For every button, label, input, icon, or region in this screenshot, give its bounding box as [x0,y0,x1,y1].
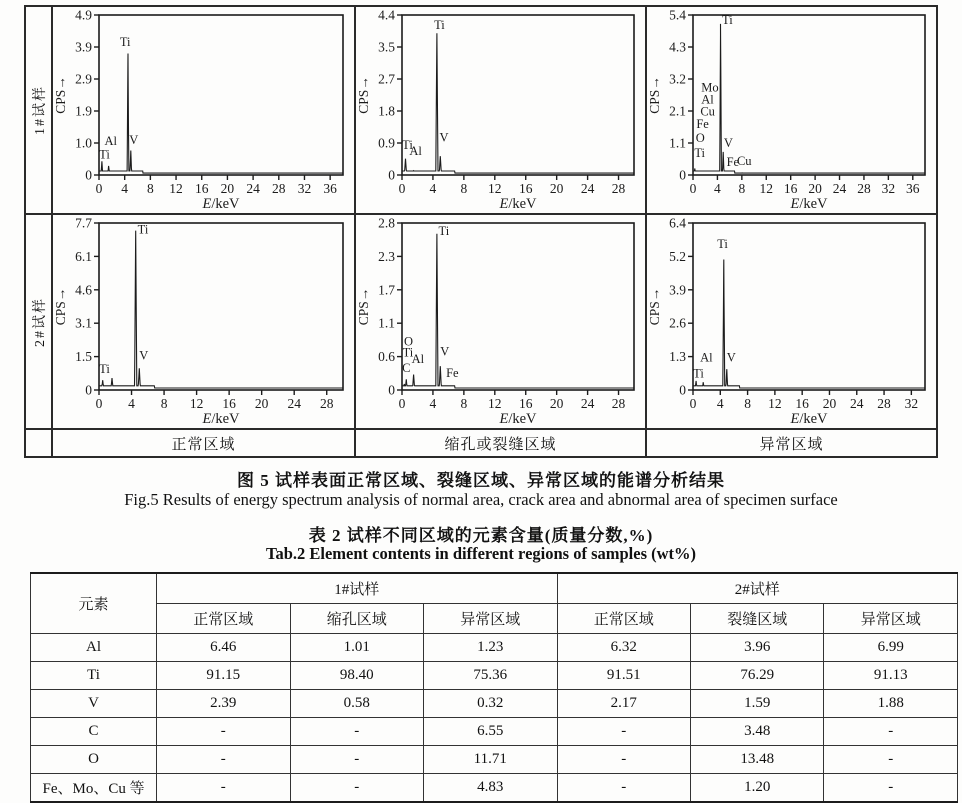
region-header: 裂缝区域 [691,604,824,634]
value-cell: 3.96 [691,634,824,662]
table-title-zh: 表 2 试样不同区域的元素含量(质量分数,%) [308,526,654,545]
svg-text:8: 8 [160,396,168,411]
svg-text:3.1: 3.1 [75,315,92,331]
value-cell: - [824,774,958,803]
value-cell: 6.55 [424,718,557,746]
svg-text:1.1: 1.1 [378,315,395,331]
svg-text:16: 16 [518,396,533,411]
eds-chart-sample1-crack [356,7,647,215]
svg-text:3.2: 3.2 [669,71,686,87]
svg-text:3.5: 3.5 [378,39,395,55]
svg-text:Ti: Ti [119,35,131,50]
svg-text:24: 24 [246,181,260,196]
svg-text:24: 24 [850,396,864,411]
svg-text:Ti: Ti [402,345,414,360]
eds-chart-sample2-crack [356,215,647,430]
group-header-sample2: 2#试样 [557,573,957,604]
svg-text:2.6: 2.6 [669,315,686,331]
svg-text:V: V [723,135,733,150]
element-cell: Ti [31,662,157,690]
value-cell: - [157,774,290,803]
table-row [31,662,958,690]
region-header: 正常区域 [157,604,290,634]
svg-text:CPS→: CPS→ [53,76,68,114]
svg-text:Ti: Ti [137,222,149,237]
svg-text:4.9: 4.9 [75,7,92,23]
svg-text:2.7: 2.7 [378,71,395,87]
svg-text:V: V [129,132,139,147]
figure-caption-zh: 图 5 试样表面正常区域、裂缝区域、异常区域的能谱分析结果 [237,471,725,490]
svg-text:Ti: Ti [402,137,413,152]
region-header: 正常区域 [557,604,690,634]
svg-text:Mo: Mo [701,80,719,95]
svg-text:4.4: 4.4 [378,7,395,23]
region-footer-corner [26,430,53,456]
svg-text:12: 12 [759,181,774,196]
svg-text:20: 20 [220,181,235,196]
row-label-text: 2#试样 [32,296,48,347]
value-cell: - [290,774,423,803]
svg-text:6.4: 6.4 [669,215,686,231]
svg-text:1.9: 1.9 [75,103,92,119]
svg-text:6.1: 6.1 [75,248,92,264]
figure-5-panel [24,5,938,458]
element-table-body [31,634,958,803]
svg-text:E/keV: E/keV [499,196,537,212]
svg-text:24: 24 [287,396,301,411]
svg-text:Ti: Ti [434,17,445,32]
value-cell: 91.15 [157,662,290,690]
svg-text:4.3: 4.3 [669,39,686,55]
svg-text:3.9: 3.9 [669,282,686,298]
svg-text:Al: Al [700,350,713,365]
table-title-en: Tab.2 Element contents in different regions of samples (wt%) [265,544,697,563]
svg-text:0: 0 [95,181,103,196]
svg-text:12: 12 [768,396,782,411]
value-cell: - [557,774,690,803]
svg-text:CPS→: CPS→ [647,287,662,326]
svg-text:V: V [440,344,450,359]
figure-grid [26,7,936,456]
value-cell: 75.36 [424,662,557,690]
region-header: 缩孔区域 [290,604,423,634]
element-cell: Al [31,634,157,662]
value-cell: 1.59 [691,690,824,718]
svg-text:Al: Al [104,133,117,148]
svg-text:V: V [726,350,736,365]
svg-text:28: 28 [272,181,286,196]
region-footer-abnormal: 异常区域 [759,436,824,453]
svg-text:4: 4 [716,396,724,411]
svg-text:32: 32 [904,396,919,411]
svg-text:V: V [439,130,449,145]
region-footer-crack: 缩孔或裂缝区域 [356,430,647,456]
svg-text:0: 0 [689,181,697,196]
svg-text:20: 20 [549,181,564,196]
svg-text:Cu: Cu [700,104,715,119]
svg-text:2.9: 2.9 [75,71,92,87]
svg-text:E/keV: E/keV [790,196,828,212]
svg-text:Fe: Fe [726,155,740,170]
table-row [31,774,958,803]
svg-text:16: 16 [222,396,236,411]
svg-text:C: C [402,361,411,376]
svg-text:2.8: 2.8 [378,215,395,231]
value-cell: 1.20 [691,774,824,803]
value-cell: 2.39 [157,690,290,718]
svg-text:Al: Al [409,144,422,158]
svg-text:24: 24 [832,181,847,196]
svg-text:24: 24 [580,181,595,196]
region-footer-normal: 正常区域 [53,430,356,456]
svg-text:0: 0 [388,382,395,398]
svg-text:1.8: 1.8 [378,103,395,119]
svg-text:4: 4 [128,396,135,411]
svg-text:16: 16 [795,396,809,411]
table-row [31,718,958,746]
svg-text:Ti: Ti [717,236,728,251]
svg-text:3.9: 3.9 [75,39,92,55]
svg-text:1.3: 1.3 [669,349,686,365]
svg-text:E/keV: E/keV [202,411,240,427]
svg-text:Ti: Ti [694,146,706,161]
svg-text:Fe: Fe [446,365,459,380]
svg-text:32: 32 [297,181,312,196]
svg-text:8: 8 [460,396,468,411]
element-cell: C [31,718,157,746]
svg-text:36: 36 [906,181,920,196]
value-cell: 76.29 [691,662,824,690]
value-cell: 91.13 [824,662,958,690]
svg-text:Ti: Ti [693,366,704,381]
value-cell: 1.01 [290,634,423,662]
svg-text:1.7: 1.7 [378,282,395,298]
svg-text:O: O [695,130,705,145]
svg-text:E/keV: E/keV [202,196,240,212]
svg-text:0: 0 [689,396,697,411]
svg-text:28: 28 [611,396,626,411]
svg-text:Ti: Ti [438,223,450,238]
svg-text:0: 0 [398,396,406,411]
element-cell: Fe、Mo、Cu 等 [31,774,157,803]
table-row [31,690,958,718]
value-cell: 1.23 [424,634,557,662]
svg-text:0.6: 0.6 [378,349,395,365]
svg-text:20: 20 [822,396,837,411]
figure-caption-en: Fig.5 Results of energy spectrum analysis of normal area, crack area and abnormal area of specimen surface [124,490,838,509]
svg-text:O: O [404,334,414,349]
value-cell: - [824,718,958,746]
svg-text:E/keV: E/keV [499,411,537,427]
svg-text:0: 0 [85,167,92,183]
value-cell: - [557,718,690,746]
value-cell: 6.46 [157,634,290,662]
value-cell: - [290,718,423,746]
svg-text:12: 12 [189,396,204,411]
svg-text:8: 8 [738,181,746,196]
value-cell: - [157,746,290,774]
group-header-sample1: 1#试样 [157,573,557,604]
value-cell: - [290,746,423,774]
svg-text:8: 8 [146,181,154,196]
region-header: 异常区域 [824,604,958,634]
value-cell: - [824,746,958,774]
svg-text:5.2: 5.2 [669,248,686,264]
svg-text:4: 4 [429,181,437,196]
value-cell: 3.48 [691,718,824,746]
svg-text:4: 4 [714,181,721,196]
svg-text:0.9: 0.9 [378,135,395,151]
eds-chart-sample1-normal [53,7,356,215]
svg-text:0: 0 [95,396,103,411]
svg-text:20: 20 [808,181,822,196]
value-cell: 98.40 [290,662,423,690]
value-cell: 6.32 [557,634,690,662]
svg-text:4: 4 [121,181,129,196]
svg-text:4: 4 [429,396,437,411]
corner-header: 元素 [31,573,157,634]
svg-text:0: 0 [679,382,686,398]
element-cell: O [31,746,157,774]
svg-text:12: 12 [488,181,502,196]
svg-text:7.7: 7.7 [75,215,92,231]
svg-text:Fe: Fe [696,117,709,132]
svg-text:0: 0 [398,181,406,196]
row-label-text: 1#试样 [32,85,48,135]
svg-text:2.3: 2.3 [378,248,395,264]
eds-chart-sample2-normal [53,215,356,430]
svg-text:CPS→: CPS→ [356,287,371,326]
svg-text:0: 0 [85,382,92,398]
svg-text:16: 16 [194,181,209,196]
svg-text:2.1: 2.1 [669,103,686,119]
svg-text:16: 16 [783,181,798,196]
svg-text:Al: Al [411,352,425,367]
svg-text:Ti: Ti [99,147,110,162]
svg-text:V: V [139,348,149,363]
eds-chart-sample1-abnormal [647,7,936,215]
svg-text:12: 12 [488,396,502,411]
value-cell: 13.48 [691,746,824,774]
svg-text:24: 24 [580,396,595,411]
value-cell: 91.51 [557,662,690,690]
svg-text:1.5: 1.5 [75,349,92,365]
svg-text:28: 28 [319,396,334,411]
table-row [31,746,958,774]
svg-text:CPS→: CPS→ [647,76,662,114]
svg-text:16: 16 [518,181,533,196]
svg-text:12: 12 [169,181,183,196]
value-cell: 6.99 [824,634,958,662]
value-cell: 1.88 [824,690,958,718]
value-cell: 2.17 [557,690,690,718]
svg-text:1.0: 1.0 [75,135,92,151]
value-cell: - [557,746,690,774]
value-cell: - [157,718,290,746]
svg-text:5.4: 5.4 [669,7,686,23]
svg-text:CPS→: CPS→ [53,287,68,326]
element-table [30,572,958,803]
svg-text:4.6: 4.6 [75,282,92,298]
svg-text:0: 0 [388,167,395,183]
svg-text:Cu: Cu [736,153,752,168]
svg-text:28: 28 [877,396,891,411]
svg-text:28: 28 [611,181,626,196]
svg-text:1.1: 1.1 [669,135,686,151]
value-cell: 0.32 [424,690,557,718]
svg-text:E/keV: E/keV [790,411,828,427]
value-cell: 4.83 [424,774,557,803]
svg-text:Ti: Ti [99,362,110,377]
svg-text:20: 20 [549,396,564,411]
svg-text:Ti: Ti [722,12,733,27]
svg-text:28: 28 [857,181,871,196]
svg-text:0: 0 [679,167,686,183]
svg-text:20: 20 [254,396,269,411]
value-cell: 0.58 [290,690,423,718]
row-label-sample-1 [26,7,53,215]
svg-text:CPS→: CPS→ [356,76,371,114]
region-header: 异常区域 [424,604,557,634]
svg-text:Al: Al [701,92,714,107]
eds-chart-sample2-abnormal [647,215,936,430]
value-cell: 11.71 [424,746,557,774]
svg-text:8: 8 [744,396,751,411]
svg-text:8: 8 [460,181,468,196]
row-label-sample-2 [26,215,53,430]
element-cell: V [31,690,157,718]
svg-text:36: 36 [323,181,337,196]
table-row [31,634,958,662]
svg-text:32: 32 [881,181,896,196]
